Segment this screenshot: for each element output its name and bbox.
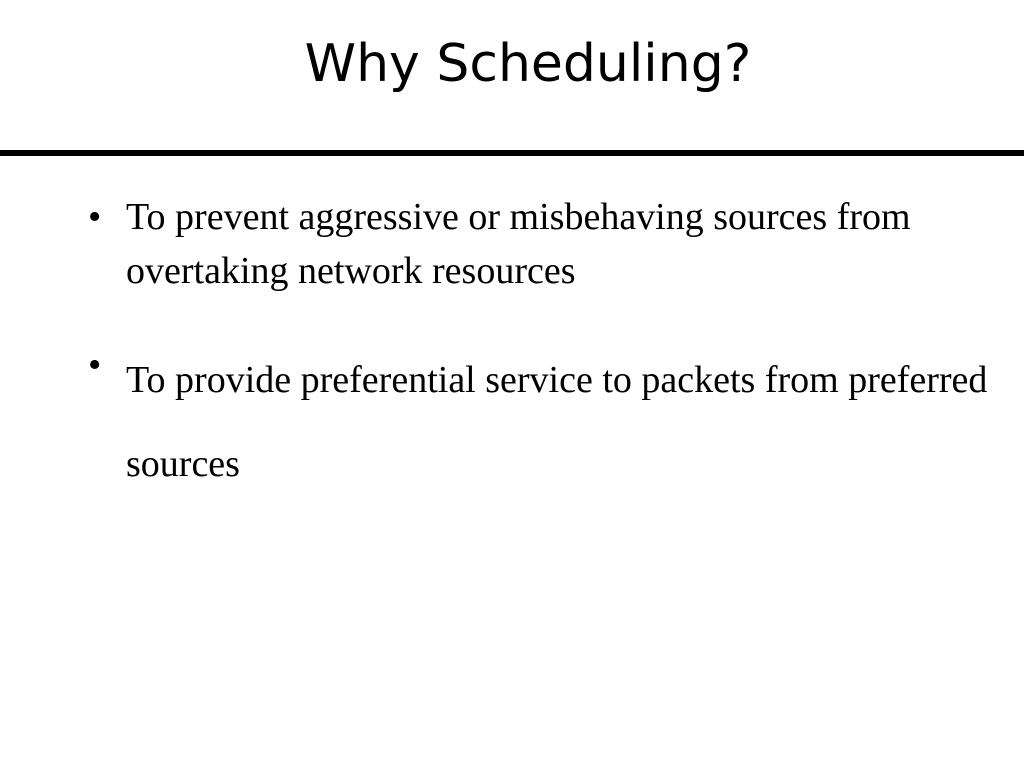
bullet-item bbox=[88, 338, 988, 506]
bullet-list bbox=[88, 190, 988, 506]
slide-title: Why Scheduling? bbox=[304, 34, 752, 94]
bullet-text: To provide preferential service to packets from preferred sources bbox=[126, 359, 988, 485]
bullet-dot-icon: • bbox=[88, 196, 102, 238]
bullet-text: To prevent aggressive or misbehaving sources from overtaking network resources bbox=[126, 196, 911, 292]
bullet-item bbox=[88, 190, 988, 298]
bullet-dot-icon: • bbox=[88, 344, 102, 386]
title-divider bbox=[0, 150, 1024, 156]
